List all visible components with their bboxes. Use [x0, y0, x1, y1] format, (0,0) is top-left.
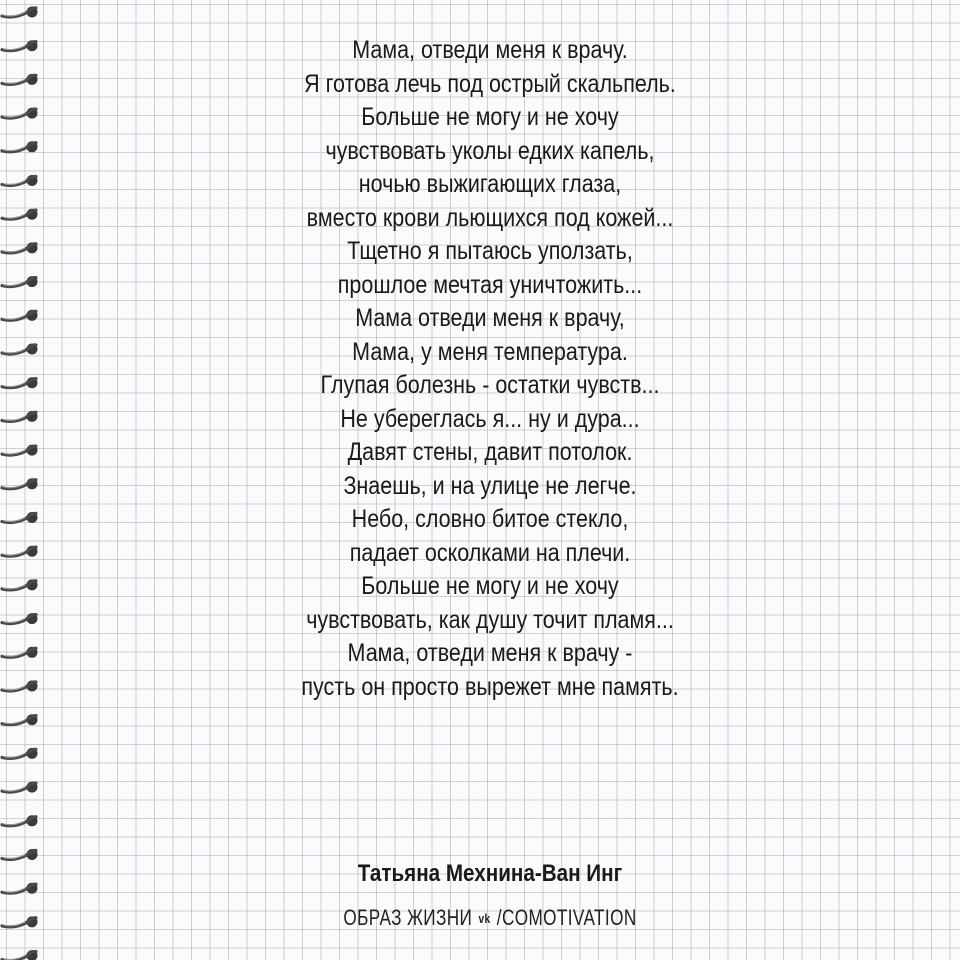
poem-line: Больше не могу и не хочу: [361, 572, 619, 600]
brand-handle: /COMOTIVATION: [496, 905, 637, 930]
spiral-ring: [2, 849, 38, 860]
poem-line: Мама, отведи меня к врачу -: [347, 639, 633, 667]
spiral-ring: [2, 748, 38, 759]
poem-line: падает осколками на плечи.: [349, 538, 631, 567]
spiral-ring: [2, 613, 38, 624]
spiral-ring: [2, 546, 38, 557]
spiral-ring: [2, 141, 38, 152]
poem-line: пусть он просто вырежет мне память.: [301, 672, 679, 701]
spiral-ring: [2, 445, 38, 456]
spiral-ring: [2, 411, 38, 422]
spiral-ring: [2, 950, 38, 960]
poem-line: Небо, словно битое стекло,: [351, 505, 629, 533]
spiral-ring: [2, 276, 38, 287]
poem-line: чувствовать уколы едких капель,: [325, 136, 655, 165]
spiral-ring: [2, 579, 38, 590]
poem-line: Больше не могу и не хочу: [361, 103, 619, 131]
spiral-ring: [2, 40, 38, 51]
poem-line: Мама отведи меня к врачу,: [355, 304, 625, 332]
poem-line: Не убереглась я... ну и дура...: [340, 404, 640, 433]
poem-text: [160, 34, 820, 704]
spiral-ring: [2, 310, 38, 321]
poem-line: Давят стены, давит потолок.: [347, 438, 633, 466]
poem-line: ночью выжигающих глаза,: [358, 170, 622, 198]
poem-line: Мама, отведи меня к врачу.: [352, 36, 628, 64]
spiral-ring: [2, 647, 38, 658]
brand-name: ОБРАЗ ЖИЗНИ: [343, 905, 473, 930]
poem-line: Тщетно я пытаюсь уползать,: [347, 237, 633, 265]
spiral-ring: [2, 815, 38, 826]
poem-line: Я готова лечь под острый скальпель.: [304, 69, 676, 98]
spiral-ring: [2, 714, 38, 725]
spiral-ring: [2, 681, 38, 692]
spiral-ring: [2, 344, 38, 355]
poem-line: Знаешь, и на улице не легче.: [343, 471, 637, 500]
poem-line: Мама, у меня температура.: [352, 337, 628, 366]
poem-author: Татьяна Мехнина-Ван Инг: [357, 860, 623, 887]
poem-line: Глупая болезнь - остатки чувств...: [320, 371, 660, 399]
spiral-ring: [2, 209, 38, 220]
spiral-ring: [2, 175, 38, 186]
spiral-ring: [2, 512, 38, 523]
spiral-ring: [2, 7, 38, 18]
poem-line: прошлое мечтая уничтожить...: [337, 270, 643, 299]
spiral-ring: [2, 377, 38, 388]
footer-branding: [233, 905, 748, 931]
vk-icon: vk: [478, 910, 491, 926]
poem-line: чувствовать, как душу точит пламя...: [306, 605, 674, 634]
spiral-ring: [2, 916, 38, 927]
spiral-ring: [2, 478, 38, 489]
poem-line: вместо крови льющихся под кожей...: [306, 203, 674, 232]
spiral-ring: [2, 108, 38, 119]
spiral-ring: [2, 883, 38, 894]
spiral-ring: [2, 242, 38, 253]
notebook-spiral: [0, 0, 60, 960]
spiral-ring: [2, 782, 38, 793]
spiral-ring: [2, 74, 38, 85]
